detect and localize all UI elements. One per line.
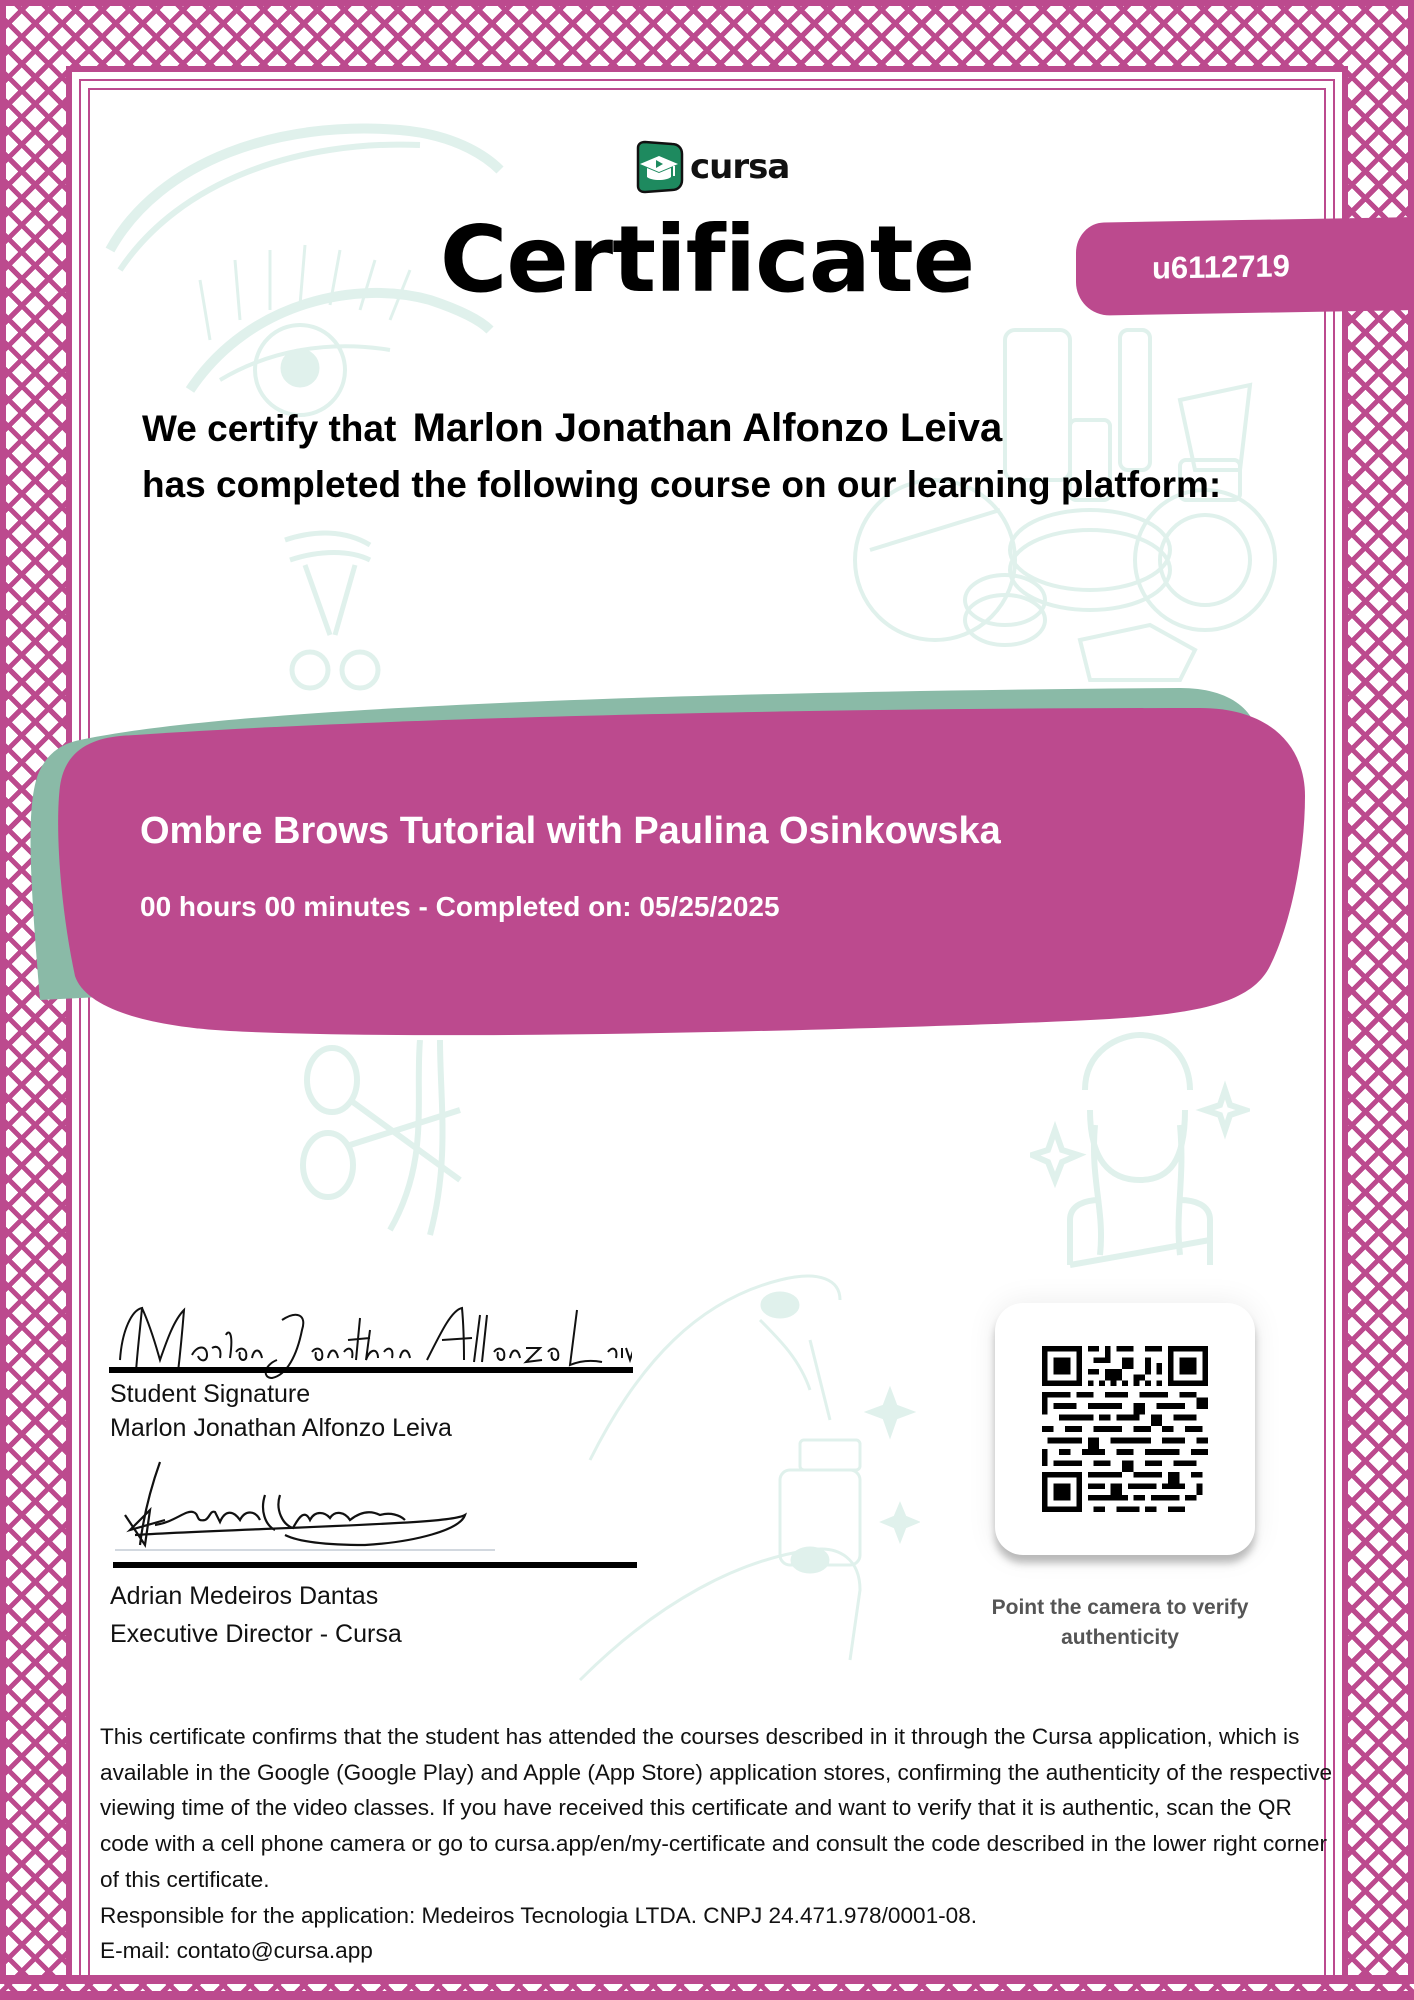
- course-duration-completion: 00 hours 00 minutes - Completed on: 05/25/2025: [140, 891, 780, 922]
- qr-code-card[interactable]: [995, 1303, 1255, 1555]
- certify-intro: We certify that: [142, 408, 397, 449]
- woman-towel-illustration: [1030, 1030, 1250, 1270]
- student-signature-label: Student Signature: [110, 1380, 311, 1408]
- border-bottom-bar: [0, 1991, 1414, 2000]
- certificate-code-badge: [1076, 217, 1414, 316]
- cursa-logo: [632, 140, 789, 194]
- signature-line: [109, 1367, 633, 1373]
- graduation-cap-play-icon: [632, 140, 686, 194]
- responsible-company: Responsible for the application: Medeiros Tecnologia LTDA. CNPJ 24.471.978/0001-08.: [100, 1902, 978, 1928]
- page-title: Certificate: [439, 206, 975, 313]
- disclaimer-text: This certificate confirms that the student has attended the courses described in it through the Cursa application, which is available in the Google (Google Play) and Apple (App Store) application stores, confirming the authenticity of the respective viewing time of the video classes. If you have received this certificate and want to verify that it is authentic, scan the QR code with a cell phone camera or go to cursa.app/en/my-certificate and consult the code described in the lower right corner of this certificate.: [100, 1724, 1333, 1892]
- logo-text: cursa: [690, 147, 790, 187]
- certify-statement: [142, 406, 1002, 451]
- signature-line: [113, 1562, 637, 1568]
- border-top-line: [0, 0, 1414, 6]
- student-name-printed: Marlon Jonathan Alfonzo Leiva: [110, 1414, 452, 1442]
- certificate-code: u6112719: [1152, 247, 1290, 286]
- completion-statement: has completed the following course on our learning platform:: [142, 464, 1222, 505]
- course-banner: [30, 706, 1310, 1041]
- qr-code-icon[interactable]: [1042, 1346, 1208, 1512]
- director-title: Executive Director - Cursa: [110, 1620, 402, 1648]
- director-signature-image: [115, 1450, 505, 1560]
- eyelash-curler-illustration: [275, 525, 395, 695]
- scissors-hair-illustration: [290, 1040, 510, 1240]
- director-name: Adrian Medeiros Dantas: [110, 1582, 379, 1610]
- course-title: Ombre Brows Tutorial with Paulina Osinkowska: [140, 810, 1001, 852]
- border-bottom-bar: [0, 1975, 1414, 1984]
- contact-email: E-mail: contato@cursa.app: [100, 1938, 373, 1964]
- qr-verification-caption: Point the camera to verify authenticity: [991, 1596, 1249, 1649]
- certificate-disclaimer: [100, 1719, 1340, 1969]
- student-name: Marlon Jonathan Alfonzo Leiva: [412, 406, 1003, 450]
